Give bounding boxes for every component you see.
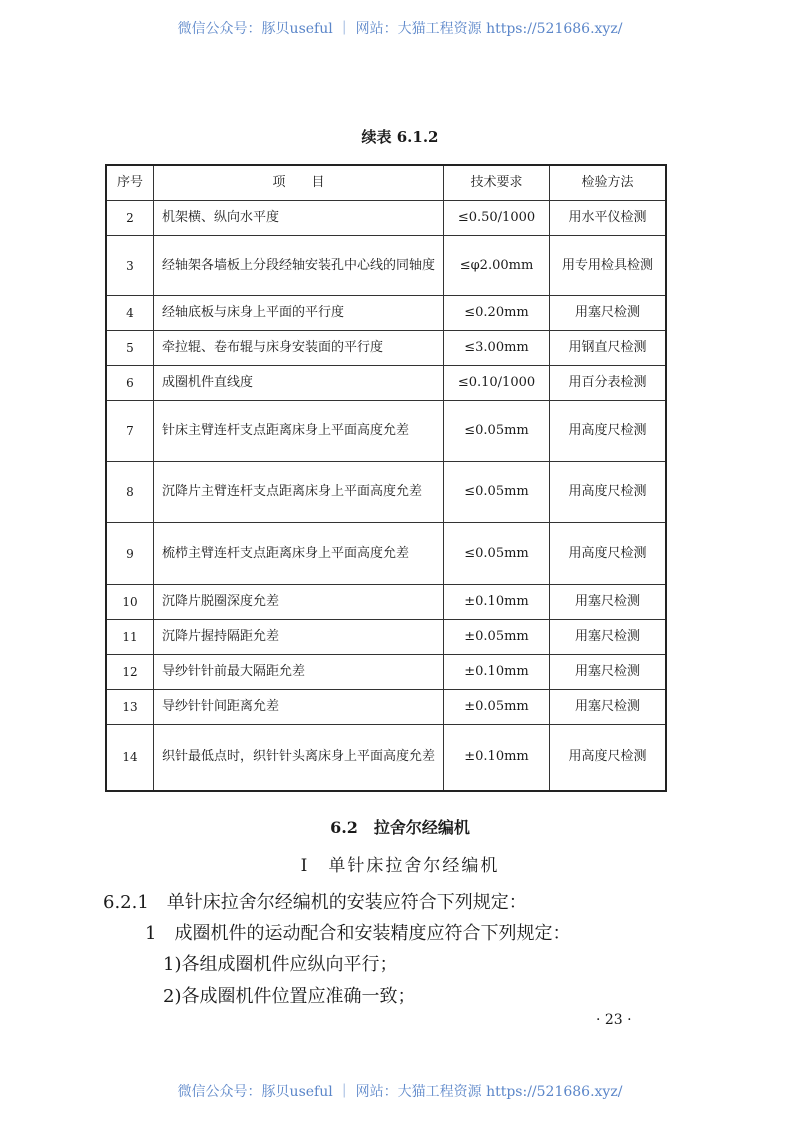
- row-number: 12: [106, 655, 154, 690]
- table-row: [106, 201, 666, 236]
- row-requirement: ≤0.50/1000: [444, 201, 550, 236]
- row-item: 经轴架各墙板上分段经轴安装孔中心线的同轴度: [154, 236, 444, 296]
- table-row: [106, 655, 666, 690]
- table-row: [106, 401, 666, 462]
- row-method: 用塞尺检测: [550, 296, 667, 331]
- row-number: 10: [106, 585, 154, 620]
- page-number: · 23 ·: [596, 1012, 632, 1028]
- row-method: 用钢直尺检测: [550, 331, 667, 366]
- row-item: 导纱针针前最大隔距允差: [154, 655, 444, 690]
- row-number: 13: [106, 690, 154, 725]
- row-method: 用专用检具检测: [550, 236, 667, 296]
- row-method: 用塞尺检测: [550, 585, 667, 620]
- clause-item-1: 1 成圈机件的运动配合和安装精度应符合下列规定：: [145, 923, 571, 944]
- header-item: 项 目: [154, 165, 444, 201]
- row-number: 8: [106, 462, 154, 523]
- table-row: [106, 620, 666, 655]
- row-method: 用塞尺检测: [550, 620, 667, 655]
- row-requirement: ≤φ2.00mm: [444, 236, 550, 296]
- row-method: 用高度尺检测: [550, 725, 667, 791]
- row-method: 用高度尺检测: [550, 462, 667, 523]
- row-requirement: ±0.10mm: [444, 585, 550, 620]
- spec-table: [105, 164, 667, 792]
- row-requirement: ±0.05mm: [444, 690, 550, 725]
- row-requirement: ≤3.00mm: [444, 331, 550, 366]
- row-number: 7: [106, 401, 154, 462]
- table-row: [106, 523, 666, 585]
- row-number: 9: [106, 523, 154, 585]
- row-method: 用塞尺检测: [550, 690, 667, 725]
- header-no: 序号: [106, 165, 154, 201]
- table-row: [106, 585, 666, 620]
- clause-sub-1: 1)各组成圈机件应纵向平行；: [163, 954, 398, 975]
- row-item: 沉降片主臂连杆支点距离床身上平面高度允差: [154, 462, 444, 523]
- row-number: 5: [106, 331, 154, 366]
- row-item: 沉降片握持隔距允差: [154, 620, 444, 655]
- table-row: [106, 296, 666, 331]
- table-caption: 续表 6.1.2: [361, 128, 439, 146]
- row-item: 成圈机件直线度: [154, 366, 444, 401]
- row-number: 4: [106, 296, 154, 331]
- row-method: 用塞尺检测: [550, 655, 667, 690]
- table-row: [106, 462, 666, 523]
- row-requirement: ≤0.10/1000: [444, 366, 550, 401]
- section-title: 6.2 拉舍尔经编机: [330, 818, 470, 837]
- row-item: 牵拉辊、卷布辊与床身安装面的平行度: [154, 331, 444, 366]
- table-row: [106, 236, 666, 296]
- row-item: 织针最低点时，织针针头离床身上平面高度允差: [154, 725, 444, 791]
- row-method: 用水平仪检测: [550, 201, 667, 236]
- row-item: 沉降片脱圈深度允差: [154, 585, 444, 620]
- clause-sub-2: 2)各成圈机件位置应准确一致；: [163, 986, 416, 1007]
- row-requirement: ≤0.05mm: [444, 462, 550, 523]
- row-method: 用高度尺检测: [550, 523, 667, 585]
- row-requirement: ≤0.05mm: [444, 401, 550, 462]
- row-item: 经轴底板与床身上平面的平行度: [154, 296, 444, 331]
- table-header-row: [106, 165, 666, 201]
- row-requirement: ±0.10mm: [444, 725, 550, 791]
- row-number: 14: [106, 725, 154, 791]
- row-item: 导纱针针间距离允差: [154, 690, 444, 725]
- watermark-top: 微信公众号：豚贝useful ｜ 网站：大猫工程资源 https://521686.xyz/: [177, 21, 623, 37]
- row-item: 梳栉主臂连杆支点距离床身上平面高度允差: [154, 523, 444, 585]
- row-number: 3: [106, 236, 154, 296]
- row-item: 机架横、纵向水平度: [154, 201, 444, 236]
- row-requirement: ≤0.05mm: [444, 523, 550, 585]
- table-row: [106, 331, 666, 366]
- table-row: [106, 366, 666, 401]
- watermark-bottom: 微信公众号：豚贝useful ｜ 网站：大猫工程资源 https://521686.xyz/: [177, 1084, 623, 1100]
- row-number: 11: [106, 620, 154, 655]
- table-row: [106, 725, 666, 791]
- row-item: 针床主臂连杆支点距离床身上平面高度允差: [154, 401, 444, 462]
- row-number: 6: [106, 366, 154, 401]
- row-method: 用百分表检测: [550, 366, 667, 401]
- row-number: 2: [106, 201, 154, 236]
- clause-6-2-1: 6.2.1 单针床拉舍尔经编机的安装应符合下列规定：: [103, 892, 527, 913]
- row-requirement: ±0.10mm: [444, 655, 550, 690]
- header-method: 检验方法: [550, 165, 667, 201]
- table-row: [106, 690, 666, 725]
- row-requirement: ±0.05mm: [444, 620, 550, 655]
- row-requirement: ≤0.20mm: [444, 296, 550, 331]
- subsection-title: Ⅰ 单针床拉舍尔经编机: [300, 856, 500, 876]
- header-req: 技术要求: [444, 165, 550, 201]
- row-method: 用高度尺检测: [550, 401, 667, 462]
